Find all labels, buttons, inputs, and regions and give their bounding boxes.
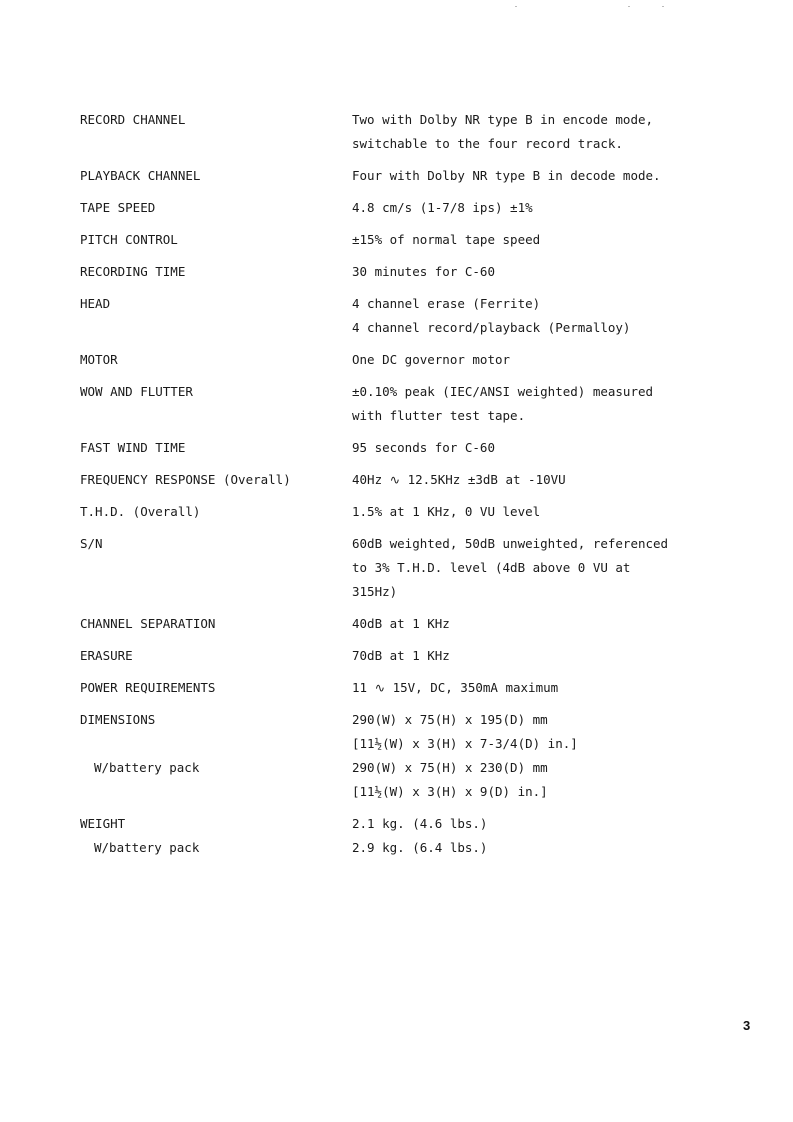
spec-value-line: Two with Dolby NR type B in encode mode,	[352, 112, 654, 127]
spec-value-line: Four with Dolby NR type B in decode mode.	[352, 168, 661, 183]
spec-row-head	[80, 292, 720, 340]
specifications-table	[80, 108, 720, 868]
spec-values	[352, 196, 720, 220]
spec-label: FREQUENCY RESPONSE (Overall)	[80, 472, 291, 487]
spec-value-line: [11½(W) x 3(H) x 7-3/4(D) in.]	[352, 736, 578, 751]
spec-row-power-requirements	[80, 676, 720, 700]
spec-values	[352, 708, 720, 756]
spec-values	[352, 468, 720, 492]
spec-label: PITCH CONTROL	[80, 232, 178, 247]
spec-value-line: with flutter test tape.	[352, 408, 526, 423]
spec-values	[352, 348, 720, 372]
spec-sublabel: W/battery pack	[94, 760, 200, 775]
spec-values	[352, 380, 720, 428]
spec-value-line: 4 channel record/playback (Permalloy)	[352, 320, 631, 335]
spec-value-line: 60dB weighted, 50dB unweighted, referenced	[352, 536, 669, 551]
spec-value-line: 2.1 kg. (4.6 lbs.)	[352, 816, 488, 831]
spec-row-fast-wind-time	[80, 436, 720, 460]
spec-values	[352, 612, 720, 636]
spec-row-weight-battery-pack	[80, 836, 720, 860]
spec-value-line: 4 channel erase (Ferrite)	[352, 296, 541, 311]
spec-value-line: One DC governor motor	[352, 352, 511, 367]
spec-label: ERASURE	[80, 648, 133, 663]
scan-artifact-mark	[662, 6, 664, 7]
spec-values	[352, 436, 720, 460]
spec-label: RECORDING TIME	[80, 264, 186, 279]
spec-label: T.H.D. (Overall)	[80, 504, 201, 519]
spec-value-line: 290(W) x 75(H) x 230(D) mm	[352, 760, 548, 775]
spec-value-line: 11 ∿ 15V, DC, 350mA maximum	[352, 680, 559, 695]
spec-value-line: ±0.10% peak (IEC/ANSI weighted) measured	[352, 384, 654, 399]
spec-values	[352, 164, 720, 188]
spec-sublabel: W/battery pack	[94, 840, 200, 855]
spec-row-frequency-response	[80, 468, 720, 492]
spec-row-dimensions-battery-pack	[80, 756, 720, 804]
spec-row-tape-speed	[80, 196, 720, 220]
spec-label: CHANNEL SEPARATION	[80, 616, 216, 631]
spec-values	[352, 756, 720, 804]
spec-row-signal-to-noise	[80, 532, 720, 604]
spec-value-line: [11½(W) x 3(H) x 9(D) in.]	[352, 784, 548, 799]
spec-value-line: 95 seconds for C-60	[352, 440, 495, 455]
spec-values	[352, 260, 720, 284]
spec-row-channel-separation	[80, 612, 720, 636]
spec-value-line: 1.5% at 1 KHz, 0 VU level	[352, 504, 541, 519]
spec-row-erasure	[80, 644, 720, 668]
spec-values	[352, 532, 720, 604]
spec-value-line: 30 minutes for C-60	[352, 264, 495, 279]
spec-value-line: switchable to the four record track.	[352, 136, 623, 151]
spec-label: DIMENSIONS	[80, 712, 156, 727]
spec-value-line: 70dB at 1 KHz	[352, 648, 450, 663]
spec-values	[352, 500, 720, 524]
spec-value-line: 290(W) x 75(H) x 195(D) mm	[352, 712, 548, 727]
spec-row-thd	[80, 500, 720, 524]
scan-artifact-mark	[515, 6, 517, 7]
spec-value-line: 315Hz)	[352, 584, 398, 599]
spec-values	[352, 644, 720, 668]
spec-label: S/N	[80, 536, 103, 551]
spec-value-line: 2.9 kg. (6.4 lbs.)	[352, 840, 488, 855]
spec-value-line: ±15% of normal tape speed	[352, 232, 541, 247]
spec-label: POWER REQUIREMENTS	[80, 680, 216, 695]
spec-label: RECORD CHANNEL	[80, 112, 186, 127]
scan-artifact-mark	[628, 6, 630, 7]
spec-label: WOW AND FLUTTER	[80, 384, 193, 399]
spec-row-playback-channel	[80, 164, 720, 188]
spec-values	[352, 292, 720, 340]
spec-label: WEIGHT	[80, 816, 126, 831]
spec-label: MOTOR	[80, 352, 118, 367]
spec-values	[352, 228, 720, 252]
spec-label: HEAD	[80, 296, 111, 311]
spec-value-line: 40dB at 1 KHz	[352, 616, 450, 631]
spec-values	[352, 108, 720, 156]
spec-value-line: to 3% T.H.D. level (4dB above 0 VU at	[352, 560, 631, 575]
spec-row-motor	[80, 348, 720, 372]
spec-row-dimensions	[80, 708, 720, 756]
spec-values	[352, 676, 720, 700]
spec-values	[352, 836, 720, 860]
spec-row-record-channel	[80, 108, 720, 156]
spec-value-line: 4.8 cm/s (1-7/8 ips) ±1%	[352, 200, 533, 215]
spec-label: PLAYBACK CHANNEL	[80, 168, 201, 183]
spec-row-pitch-control	[80, 228, 720, 252]
spec-row-wow-and-flutter	[80, 380, 720, 428]
spec-label: FAST WIND TIME	[80, 440, 186, 455]
spec-values	[352, 812, 720, 836]
spec-row-weight	[80, 812, 720, 836]
spec-row-recording-time	[80, 260, 720, 284]
spec-label: TAPE SPEED	[80, 200, 156, 215]
page-number: 3	[743, 1018, 751, 1033]
spec-value-line: 40Hz ∿ 12.5KHz ±3dB at -10VU	[352, 472, 566, 487]
